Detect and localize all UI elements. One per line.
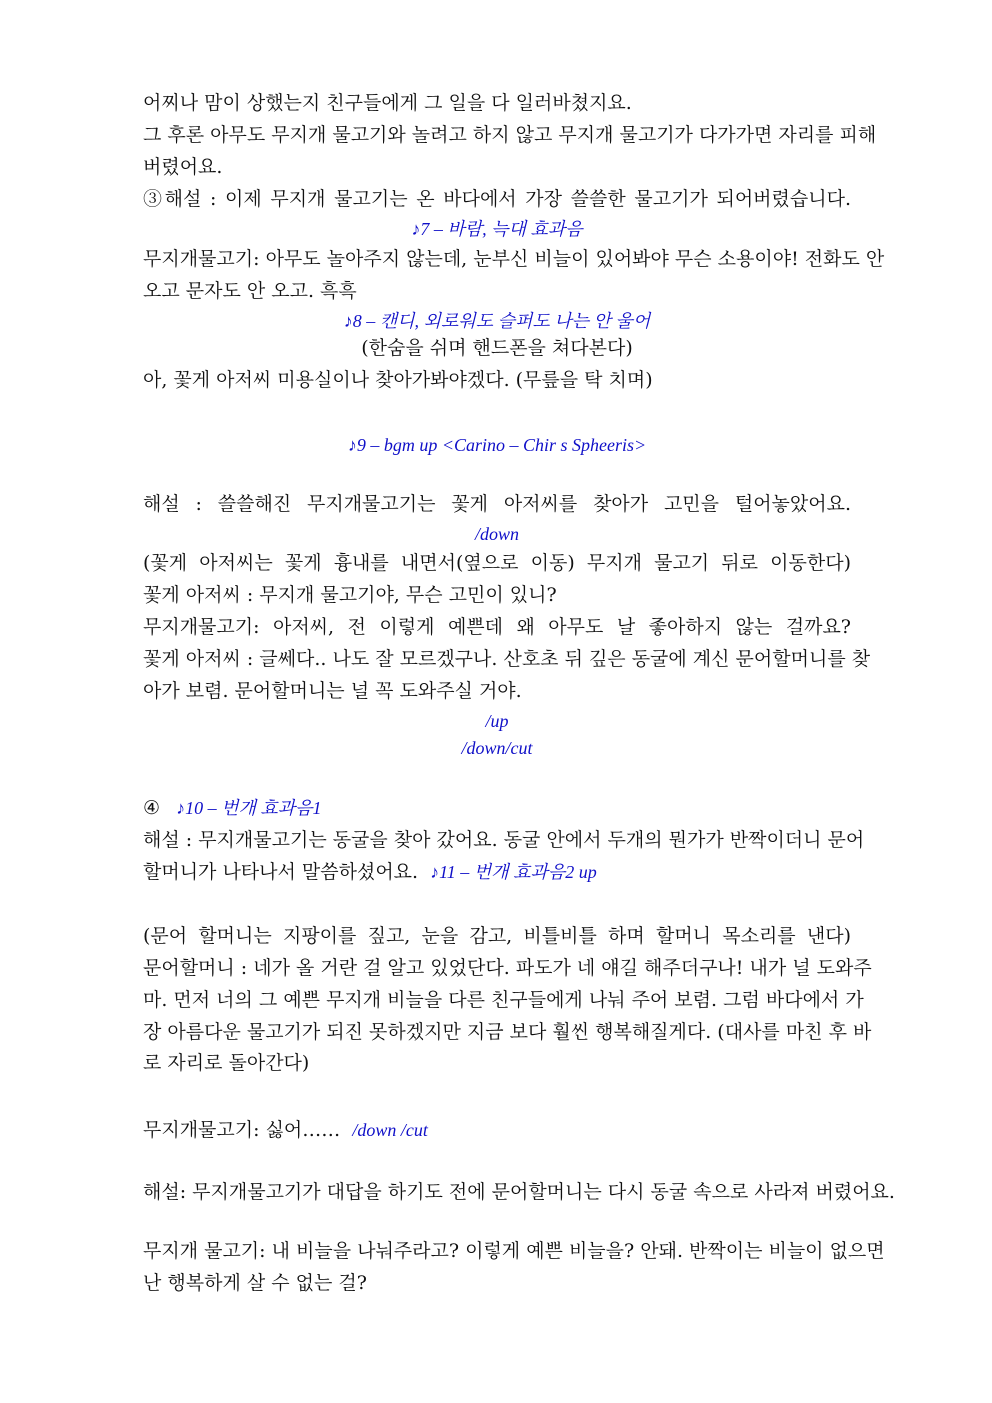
narration-line: 해설 : 무지개물고기는 동굴을 찾아 갔어요. 동굴 안에서 두개의 뭔가가 반짝이더니 문어: [143, 829, 865, 851]
stage-direction: (문어 할머니는 지팡이를 짚고, 눈을 감고, 비틀비틀 하며 할머니 목소리를 낸다): [143, 925, 851, 947]
narration-line: 어찌나 맘이 상했는지 친구들에게 그 일을 다 일러바쳤지요.: [143, 92, 632, 114]
cue-up: /up: [485, 711, 509, 731]
dialogue-line: 무지개물고기: 아무도 놀아주지 않는데, 눈부신 비늘이 있어봐야 무슨 소용이야! 전화도 안: [143, 248, 885, 270]
dialogue-line: 꽃게 아저씨 : 무지개 물고기야, 무슨 고민이 있니?: [143, 584, 557, 606]
dialogue-line: 문어할머니 : 네가 올 거란 걸 알고 있었단다. 파도가 네 얘길 해주더구나! 내가 널 도와주: [143, 957, 872, 979]
scene-heading: [143, 794, 851, 822]
sound-cue: ♪9 – bgm up <Carino – Chir s Spheeris>: [347, 435, 647, 455]
dialogue-line: [143, 1116, 851, 1144]
stage-direction: (꽃게 아저씨는 꽃게 흉내를 내면서(옆으로 이동) 무지개 물고기 뒤로 이동한다): [143, 552, 851, 574]
dialogue-line: 오고 문자도 안 오고. 흑흑: [143, 280, 357, 302]
narration-line: 해설 : 쓸쓸해진 무지개물고기는 꽃게 아저씨를 찾아가 고민을 털어놓았어요.: [143, 493, 851, 515]
narration-line: 버렸어요.: [143, 156, 223, 178]
sound-cue: ♪8 – 캔디, 외로워도 슬퍼도 나는 안 울어: [343, 311, 651, 331]
narration-line: ③해설 : 이제 무지개 물고기는 온 바다에서 가장 쓸쓸한 물고기가 되어버렸습니다.: [143, 188, 851, 210]
dialogue-line: 로 자리로 돌아간다): [143, 1052, 310, 1074]
dialogue-line: 마. 먼저 너의 그 예쁜 무지개 비늘을 다른 친구들에게 나눠 주어 보렴. 그럼 바다에서 가: [143, 989, 864, 1011]
cue-down-cut: /down/cut: [461, 738, 533, 758]
sound-cue: ♪10 – 번개 효과음1: [176, 798, 322, 818]
dialogue-line: 난 행복하게 살 수 없는 걸?: [143, 1272, 367, 1294]
sound-cue: ♪11 – 번개 효과음2 up: [430, 862, 597, 882]
narration-line: 해설: 무지개물고기가 대답을 하기도 전에 문어할머니는 다시 동굴 속으로 사라져 버렸어요.: [143, 1181, 895, 1203]
stage-direction: (한숨을 쉬며 핸드폰을 쳐다본다): [361, 337, 633, 359]
dialogue-text: 무지개물고기: 싫어……: [143, 1119, 341, 1141]
narration-line: 그 후론 아무도 무지개 물고기와 놀려고 하지 않고 무지개 물고기가 다가가면 자리를 피해: [143, 124, 877, 146]
cue-down: /down: [474, 524, 519, 544]
dialogue-line: 장 아름다운 물고기가 되진 못하겠지만 지금 보다 훨씬 행복해질게다. (대사를 마친 후 바: [143, 1021, 872, 1043]
dialogue-line: 무지개 물고기: 내 비늘을 나눠주라고? 이렇게 예쁜 비늘을? 안돼. 반짝이는 비늘이 없으면: [143, 1240, 885, 1262]
scene-marker: ④: [143, 797, 161, 819]
cue-down-cut: /down /cut: [352, 1120, 428, 1140]
narration-text: 할머니가 나타나서 말씀하셨어요.: [143, 861, 419, 883]
dialogue-line: 무지개물고기: 아저씨, 전 이렇게 예쁜데 왜 아무도 날 좋아하지 않는 걸까요?: [143, 616, 851, 638]
narration-line: [143, 858, 851, 886]
dialogue-line: 아, 꽃게 아저씨 미용실이나 찾아가봐야겠다. (무릎을 탁 치며): [143, 369, 653, 391]
dialogue-line: 꽃게 아저씨 : 글쎄다.. 나도 잘 모르겠구나. 산호초 뒤 깊은 동굴에 계신 문어할머니를 찾: [143, 648, 871, 670]
dialogue-line: 아가 보렴. 문어할머니는 널 꼭 도와주실 거야.: [143, 680, 522, 702]
sound-cue: ♪7 – 바람, 늑대 효과음: [411, 219, 583, 239]
